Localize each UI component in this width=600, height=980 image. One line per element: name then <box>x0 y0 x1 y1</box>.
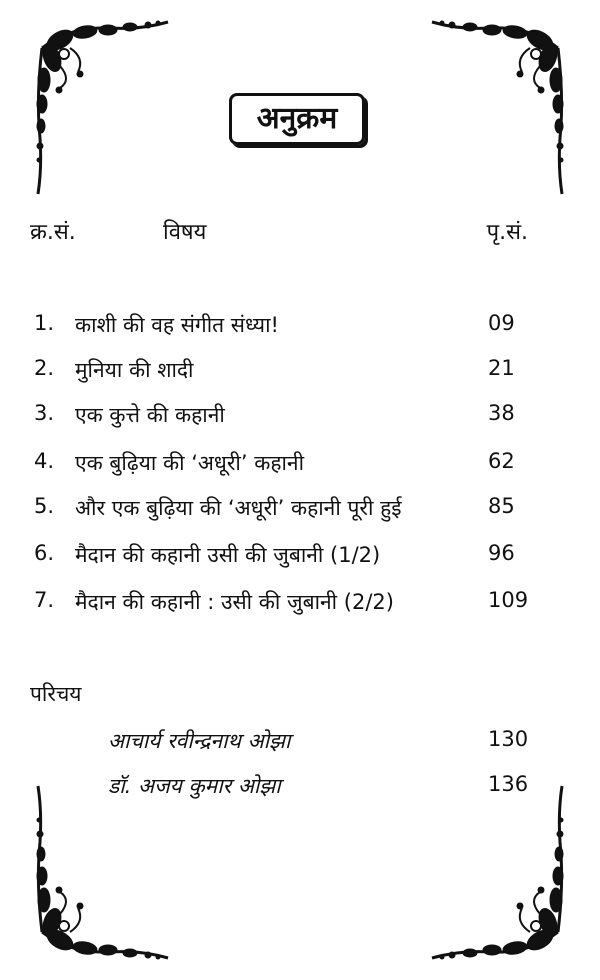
entry-number: 3. <box>34 401 55 425</box>
entry-number: 6. <box>34 541 55 565</box>
toc-entry[interactable] <box>0 588 600 628</box>
entry-number: 7. <box>34 588 55 612</box>
entry-page: 09 <box>488 311 515 335</box>
entry-page: 21 <box>488 356 515 380</box>
entry-page: 109 <box>488 588 529 612</box>
entry-page: 85 <box>488 494 515 518</box>
intro-entry-page: 136 <box>488 772 529 796</box>
header-page-number: पृ.सं. <box>486 220 528 245</box>
entry-number: 4. <box>34 449 55 473</box>
header-subject: विषय <box>163 220 207 245</box>
toc-entry[interactable] <box>0 356 600 396</box>
toc-entry[interactable] <box>0 541 600 581</box>
intro-entry-name: आचार्य रवीन्द्रनाथ ओझा <box>108 729 291 753</box>
intro-entry-page: 130 <box>488 727 529 751</box>
entry-title: मैदान की कहानी : उसी की जुबानी (2/2) <box>75 590 394 614</box>
floral-ornament-icon <box>420 18 570 198</box>
floral-ornament-icon <box>30 18 180 198</box>
entry-page: 38 <box>488 401 515 425</box>
corner-ornament-top-left <box>30 18 180 198</box>
entry-number: 1. <box>34 311 55 335</box>
header-serial-number: क्र.सं. <box>30 220 76 245</box>
toc-entry[interactable] <box>0 494 600 534</box>
toc-entry[interactable] <box>0 311 600 351</box>
intro-section-label: परिचय <box>30 682 82 706</box>
entry-title: और एक बुढ़िया की ‘अधूरी’ कहानी पूरी हुई <box>75 496 402 520</box>
entry-title: एक कुत्ते की कहानी <box>75 403 225 427</box>
corner-ornament-top-right <box>420 18 570 198</box>
title-box <box>229 93 365 145</box>
entry-title: काशी की वह संगीत संध्या! <box>75 313 279 337</box>
intro-entry-name: डॉ. अजय कुमार ओझा <box>108 774 281 798</box>
toc-entry[interactable] <box>0 401 600 441</box>
entry-title: मैदान की कहानी उसी की जुबानी (1/2) <box>75 543 381 567</box>
entry-page: 96 <box>488 541 515 565</box>
entry-number: 5. <box>34 494 55 518</box>
intro-entry[interactable] <box>0 727 600 767</box>
page-title: अनुक्रम <box>256 101 338 136</box>
intro-entry[interactable] <box>0 772 600 812</box>
toc-entry[interactable] <box>0 449 600 489</box>
entry-title: मुनिया की शादी <box>75 358 194 382</box>
entry-title: एक बुढ़िया की ‘अधूरी’ कहानी <box>75 451 305 475</box>
entry-page: 62 <box>488 449 515 473</box>
entry-number: 2. <box>34 356 55 380</box>
